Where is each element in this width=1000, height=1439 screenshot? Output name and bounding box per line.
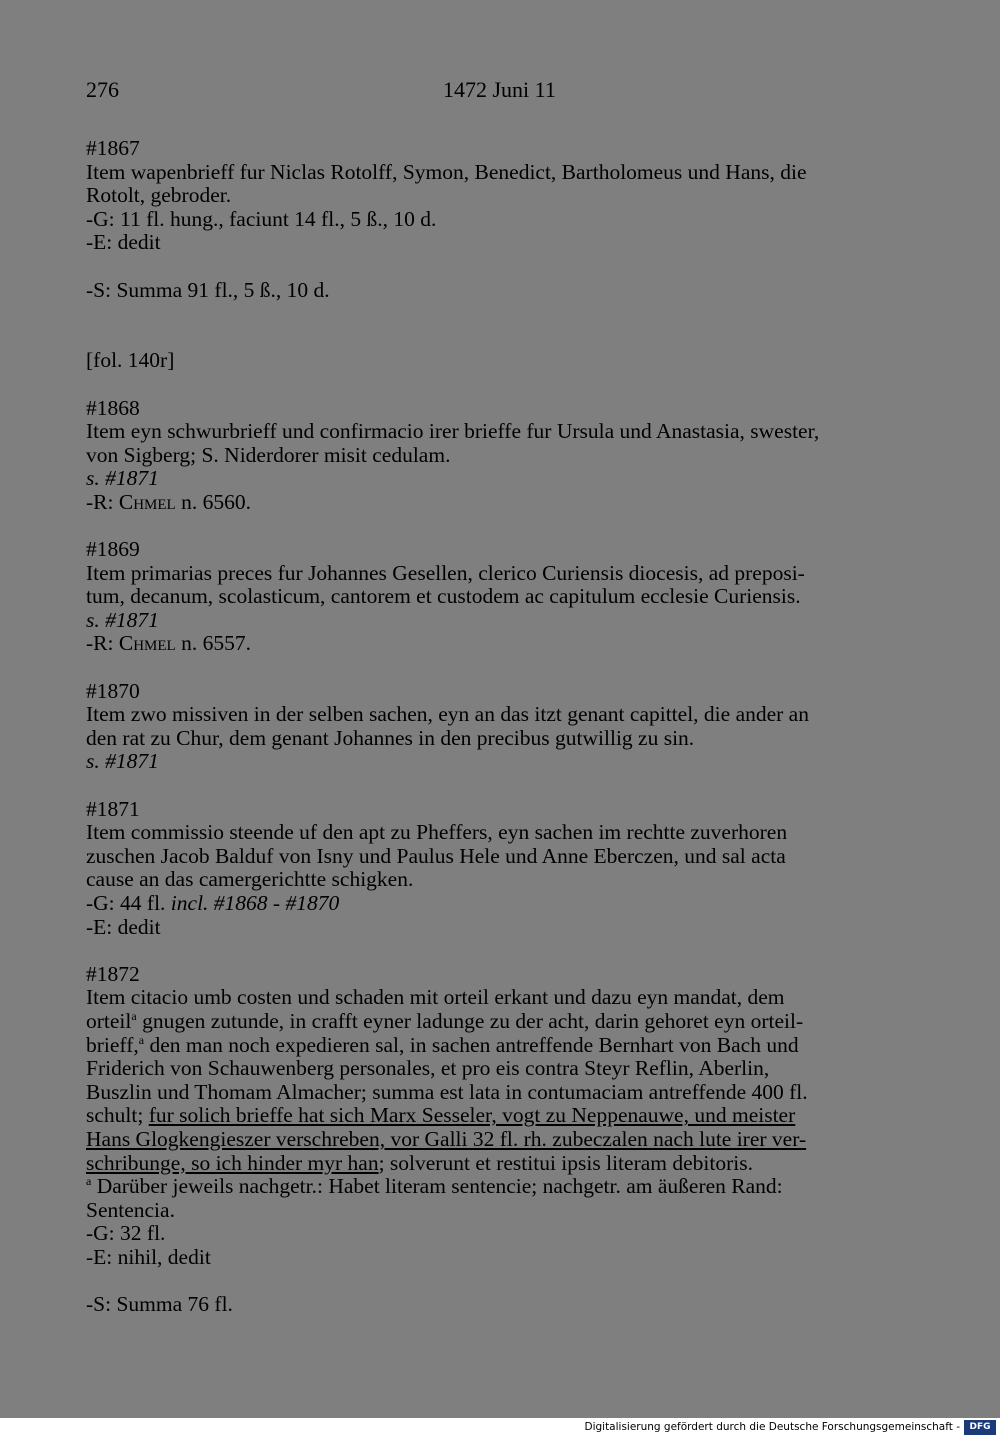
entry-1871: [86, 798, 920, 940]
fee-line: -G: 32 fl.: [86, 1221, 166, 1246]
entry-text-line: Item eyn schwurbrieff und confirmacio irer brieffe fur Ursula und Anastasia, swester,: [86, 419, 820, 444]
sum-line: -S: Summa 91 fl., 5 ß., 10 d.: [86, 277, 330, 302]
underlined-text: schribunge, so ich hinder myr han: [86, 1150, 379, 1175]
receipt-line: -E: dedit: [86, 230, 161, 255]
footnote-marker: a: [86, 1174, 92, 1189]
funding-credit: Digitalisierung gefördert durch die Deutsche Forschungsgemeinschaft -: [584, 1421, 960, 1433]
footnote: Sentencia.: [86, 1197, 175, 1222]
dfg-logo: DFG: [964, 1420, 996, 1435]
register-line: -R: Chmel n. 6557.: [86, 631, 251, 656]
fee-line: -G: 44 fl. incl. #1868 - #1870: [86, 891, 340, 915]
entry-text-line: cause an das camergerichtte schigken.: [86, 867, 414, 892]
cross-reference: s. #1871: [86, 607, 159, 632]
underlined-text: fur solich brieffe hat sich Marx Sesseler, vogt zu Neppenauwe, und meister: [148, 1103, 796, 1128]
entry-text-line: orteil$^a$ gnugen zutunde, in crafft eyner ladunge zu der acht, darin gehoret eyn orteil-: [86, 1008, 804, 1033]
entry-1870: [86, 680, 920, 774]
entry-text-line: zuschen Jacob Balduf von Isny und Paulus Hele und Anne Eberczen, und sal acta: [86, 843, 786, 868]
entry-text-line: brieff,$^a$ den man noch expedieren sal, in sachen antreffende Bernhart von Bach und: [86, 1032, 799, 1057]
page-number: 276: [86, 77, 119, 102]
entry-number: #1871: [86, 796, 140, 821]
entry-text-line: Friderich von Schauwenberg personales, et pro eis contra Steyr Reflin, Aberlin,: [86, 1056, 770, 1081]
entry-number: #1870: [86, 678, 140, 703]
entry-number: #1869: [86, 537, 140, 562]
running-head: 1472 Juni 11: [443, 77, 556, 102]
entry-text-line: Item commissio steende uf den apt zu Pheffers, eyn sachen im rechtte zuverhoren: [86, 820, 788, 845]
entry-1868: [86, 397, 920, 515]
folio-marker: [fol. 140r]: [86, 348, 175, 373]
footnote-marker: a: [138, 1032, 145, 1047]
entry-text-line: tum, decanum, scolasticum, cantorem et custodem ac capitulum ecclesie Curiensis.: [86, 584, 801, 609]
entry-1867: [86, 137, 920, 302]
footer-strip: [0, 1418, 1000, 1439]
author-smallcaps: Chmel: [118, 631, 176, 656]
receipt-line: -E: dedit: [86, 914, 161, 939]
register-line: -R: Chmel n. 6560.: [86, 489, 251, 514]
footnote: $^a$ Darüber jeweils nachgetr.: Habet literam sentencie; nachgetr. am äußeren Rand:: [86, 1174, 783, 1199]
sum-line: -S: Summa 76 fl.: [86, 1292, 233, 1317]
entry-1869: [86, 538, 920, 656]
entry-text-line: Buszlin und Thomam Almacher; summa est lata in contumaciam antreffende 400 fl.: [86, 1079, 808, 1104]
footnote-marker: a: [131, 1008, 137, 1023]
receipt-line: -E: nihil, dedit: [86, 1244, 211, 1269]
entry-text-line: Rotolt, gebroder.: [86, 183, 232, 208]
entry-text-line: Item zwo missiven in der selben sachen, eyn an das itzt genant capittel, die ander an: [86, 702, 809, 727]
entry-number: #1868: [86, 395, 140, 420]
cross-reference: s. #1871: [86, 466, 159, 491]
entry-text-line: Item primarias preces fur Johannes Gesellen, clerico Curiensis diocesis, ad preposi-: [86, 560, 805, 585]
cross-reference: s. #1871: [86, 749, 159, 774]
entry-text-line: von Sigberg; S. Niderdorer misit cedulam.: [86, 442, 451, 467]
author-smallcaps: Chmel: [118, 489, 176, 514]
entry-text-line: schult; fur solich brieffe hat sich Marx Sesseler, vogt zu Neppenauwe, und meister: [86, 1103, 796, 1128]
page-body: [86, 137, 920, 1317]
entry-1872: [86, 963, 920, 1317]
entry-text-line: Item citacio umb costen und schaden mit orteil erkant und dazu eyn mandat, dem: [86, 985, 785, 1010]
entry-number: #1867: [86, 136, 140, 160]
underlined-text: Hans Glogkengieszer verschreben, vor Galli 32 fl. rh. zubeczalen nach lute irer ver-: [86, 1126, 807, 1151]
entry-text-line: schribunge, so ich hinder myr han; solverunt et restitui ipsis literam debitoris.: [86, 1150, 753, 1175]
entry-text-line: den rat zu Chur, dem genant Johannes in den precibus gutwillig zu sin.: [86, 725, 695, 750]
entry-text-line: Item wapenbrieff fur Niclas Rotolff, Symon, Benedict, Bartholomeus und Hans, die: [86, 159, 807, 184]
entry-number: #1872: [86, 961, 140, 986]
fee-line: -G: 11 fl. hung., faciunt 14 fl., 5 ß., 10 d.: [86, 206, 437, 231]
